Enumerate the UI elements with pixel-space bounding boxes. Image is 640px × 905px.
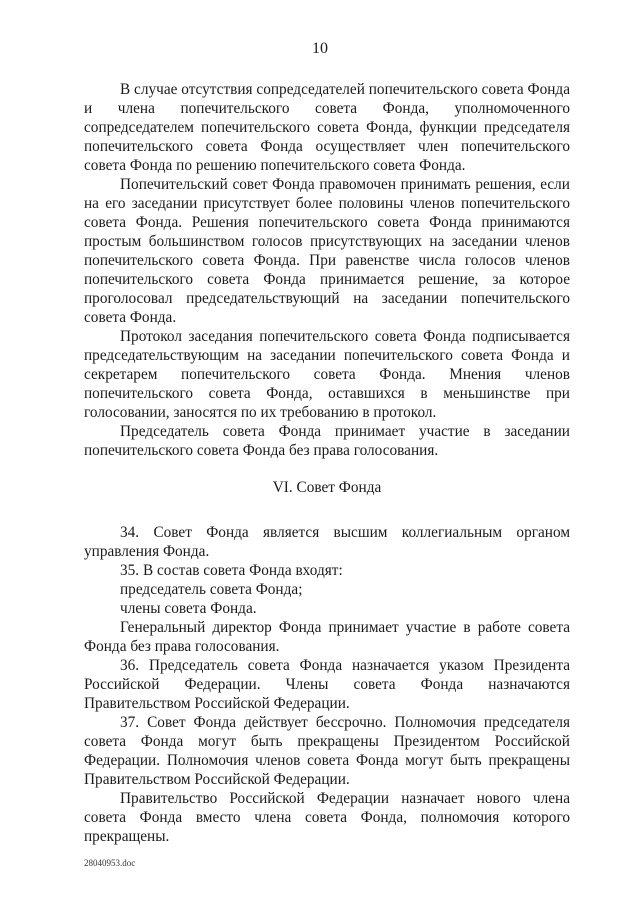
paragraph: В случае отсутствия сопредседателей попечительского совета Фонда и члена попечительского совета Фонда, уполномоченного сопредседателем попечительского совета Фонда, функции председателя попечительского совета Фонда осуществляет член попечительского совета Фонда по решению попечительского совета Фонда.: [84, 81, 570, 174]
paragraph: Протокол заседания попечительского совета Фонда подписывается председательствующим на заседании попечительского совета Фонда и секретарем попечительского совета Фонда. Мнения членов попечительского совета Фонда, оставшихся в меньшинстве при голосовании, заносятся по их требованию в протокол.: [84, 328, 570, 421]
list-item: члены совета Фонда.: [120, 600, 257, 617]
paragraph-item-34: 34. Совет Фонда является высшим коллегиальным органом управления Фонда.: [84, 524, 570, 560]
list-item: председатель совета Фонда;: [120, 581, 303, 598]
paragraph: Председатель совета Фонда принимает участие в заседании попечительского совета Фонда без права голосования.: [84, 423, 570, 459]
paragraph-item-36: 36. Председатель совета Фонда назначается указом Президента Российской Федерации. Члены совета Фонда назначаются Правительством Российской Федерации.: [84, 657, 570, 712]
paragraph-item-35: 35. В состав совета Фонда входят:: [120, 562, 343, 579]
paragraph-item-37: 37. Совет Фонда действует бессрочно. Полномочия председателя совета Фонда могут быть прекращены Президентом Российской Федерации. Полномочия членов совета Фонда могут быть прекращены Правительством Российской Федерации.: [84, 714, 570, 788]
paragraph: Правительство Российской Федерации назначает нового члена совета Фонда вместо члена совета Фонда, полномочия которого прекращены.: [84, 790, 570, 845]
document-body: [84, 80, 570, 846]
paragraph: Генеральный директор Фонда принимает участие в работе совета Фонда без права голосования.: [84, 619, 570, 655]
footer-filename: 28040953.doc: [84, 858, 136, 868]
paragraph: Попечительский совет Фонда правомочен принимать решения, если на его заседании присутствует более половины членов попечительского совета Фонда. Решения попечительского совета Фонда принимаются простым большинством голосов присутствующих на заседании членов попечительского совета Фонда. При равенстве числа голосов членов попечительского совета Фонда принимается решение, за которое проголосовал председательствующий на заседании попечительского совета Фонда.: [84, 176, 570, 326]
page-number: 10: [312, 40, 328, 57]
section-heading: VI. Совет Фонда: [272, 479, 382, 496]
